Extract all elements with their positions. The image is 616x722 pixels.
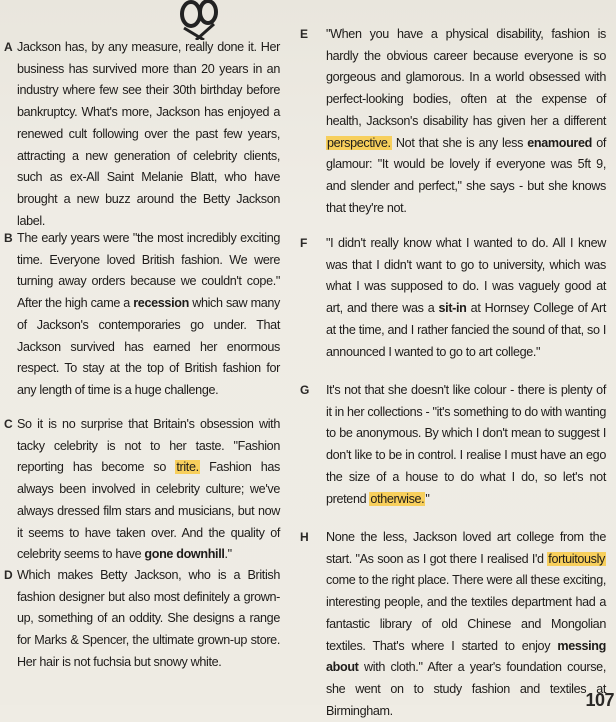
page-number: 107 xyxy=(585,690,614,710)
highlighted-word: fortuitously xyxy=(548,551,605,566)
paragraph-a xyxy=(0,37,280,228)
paragraph-g xyxy=(300,380,606,510)
highlighted-word: otherwise. xyxy=(370,491,425,506)
paragraph-text: "When you have a physical disability, fashion is hardly the obvious career because everyone is so gorgeous and glamorous. In a world obsessed with perfect-looking bodies, often at the expense of health, Jackson's disability has given her a different perspective. Not that she is any less enamoured of glamour: "It would be lovely if everyone was 5ft 9, and slender and perfect," she says - but she knows that they're not. xyxy=(326,27,606,215)
paragraph-letter: C xyxy=(4,417,13,431)
highlighted-word: trite. xyxy=(176,460,199,475)
paragraph-letter: H xyxy=(300,530,309,544)
paragraph-e xyxy=(300,24,606,219)
keyword: recession xyxy=(133,296,189,311)
paragraph-text: So it is no surprise that Britain's obsession with tacky celebrity is not to her taste. "Fashion reporting has become so trite. Fashion has always been involved in celebrity culture; we've always dressed film stars and musicians, but now it seems to have taken over. And the quality of celebrity seems to have gone downhill." xyxy=(17,417,280,562)
paragraph-letter: F xyxy=(300,236,307,250)
paragraph-f xyxy=(300,233,606,363)
paragraph-text: Jackson has, by any measure, really done it. Her business has survived more than 20 years in an industry where few see their 30th birthday before bankruptcy. What's more, Jackson has enjoyed a renewed cult following over the past few years, attracting a new generation of celebrity clients, such as ex-All Saint Melanie Blatt, who have brought a new buzz around the Betty Jackson label. xyxy=(17,40,280,228)
keyword: messing about xyxy=(326,638,606,675)
keyword: gone downhill xyxy=(144,547,225,562)
paragraph-text: Which makes Betty Jackson, who is a British fashion designer but also most definitely a grown-up, something of an oddity. She designs a range for Marks & Spencer, the ultimate grown-up store. Her hair is not fuchsia but snowy white. xyxy=(17,568,280,669)
paragraph-text: It's not that she doesn't like colour - there is plenty of it in her collections - "it's something to do with wanting to be anonymous. By which I don't mean to suggest I don't like to be in control. I realise I must have an ego the size of a house to do what I do, so let's not pretend otherwise." xyxy=(326,383,606,506)
keyword: sit-in xyxy=(438,301,467,316)
highlighted-word: perspective. xyxy=(327,135,391,150)
paragraph-d xyxy=(0,565,280,675)
paragraph-text: "I didn't really know what I wanted to do. All I knew was that I didn't want to go to university, which was what I was supposed to do. I was vaguely good at art, and there was a sit-in at Hornsey College of Art at the time, and I rather fancied the sound of that, so I announced I wanted to go to art college." xyxy=(326,236,606,359)
paragraph-letter: B xyxy=(4,231,13,245)
keyword: enamoured xyxy=(527,135,592,150)
paragraph-text: None the less, Jackson loved art college from the start. "As soon as I got there I realised I'd fortuitously come to the right place. There were all these exciting, interesting people, and the textiles department had a fantastic library of old Chinese and Mongolian textiles. That's where I started to enjoy messing about with cloth." After a year's foundation course, she went on to study fashion and textiles at Birmingham. xyxy=(326,530,606,718)
scissors-icon xyxy=(178,0,220,40)
paragraph-letter: A xyxy=(4,40,13,54)
paragraph-text: The early years were "the most incredibly exciting time. Everyone loved British fashion. We were turning away orders because we couldn't cope." After the high came a recession which saw many of Jackson's contemporaries go under. That Jackson survived has earned her enormous respect. To stay at the top of British fashion for any length of time is a huge challenge. xyxy=(17,231,280,397)
paragraph-letter: D xyxy=(4,568,13,582)
paragraph-c xyxy=(0,414,280,562)
paragraph-b xyxy=(0,228,280,398)
paragraph-letter: G xyxy=(300,383,309,397)
paragraph-letter: E xyxy=(300,27,308,41)
